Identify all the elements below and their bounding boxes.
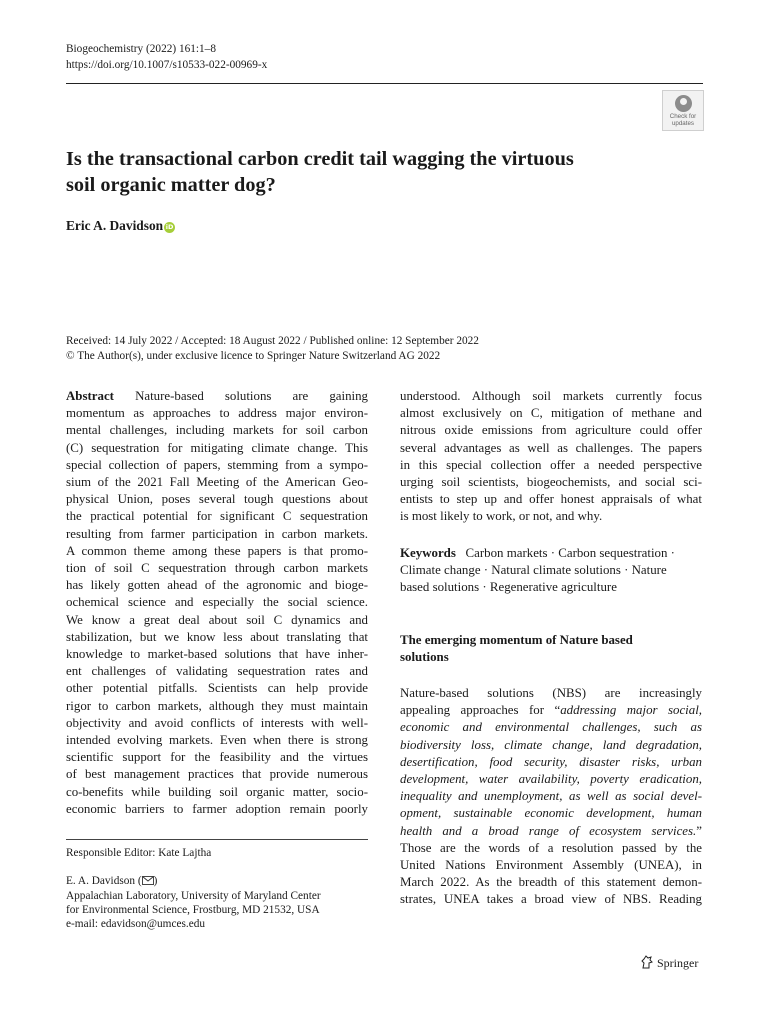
abstract-text: Nature-based solutions are gaining bbox=[135, 389, 368, 403]
quote-close: ” bbox=[696, 823, 702, 838]
bookmark-icon bbox=[675, 95, 692, 112]
keywords-line: Carbon markets · Carbon sequestration · bbox=[465, 546, 675, 560]
abstract-first-line bbox=[66, 388, 368, 405]
text-line: We know a great deal about soil C dynamics and bbox=[66, 612, 368, 627]
text-line: of best management practices that provide numerous bbox=[66, 767, 368, 782]
text-line: co-benefits while building soil organic matter, socio- bbox=[66, 784, 368, 799]
quote-line bbox=[400, 719, 702, 736]
text-line: strates, UNEA takes a broad view of NBS. Reading bbox=[400, 892, 702, 907]
keywords-block bbox=[400, 545, 702, 597]
author-close: ) bbox=[153, 875, 158, 887]
affiliation-line: for Environmental Science, Frostburg, MD 21532, USA bbox=[66, 904, 320, 916]
quote-line bbox=[400, 737, 702, 754]
text-line: is most likely to work, or not, and why. bbox=[400, 509, 603, 524]
affiliation-line: Appalachian Laboratory, University of Maryland Center bbox=[66, 890, 321, 902]
text-line: almost exclusively on C, mitigation of methane and bbox=[400, 406, 702, 421]
text-line: objectivity and avoid conflicts of interests with well- bbox=[66, 715, 368, 730]
doi-link[interactable]: https://doi.org/10.1007/s10533-022-00969-x bbox=[66, 59, 268, 71]
text-line: (C) sequestration for mitigating climate change. This bbox=[66, 440, 368, 455]
section-body bbox=[400, 685, 702, 909]
text-line: intended evolving markets. Even when there is strong bbox=[66, 733, 368, 748]
abstract-continued bbox=[400, 388, 702, 526]
quote-line bbox=[400, 823, 702, 840]
text-line: the practical potential for significant C sequestration bbox=[66, 509, 368, 524]
author-email[interactable]: e-mail: edavidson@umces.edu bbox=[66, 918, 206, 930]
author-line bbox=[66, 217, 175, 235]
springer-horse-icon bbox=[640, 955, 654, 969]
envelope-icon[interactable] bbox=[142, 876, 154, 885]
text-line: Those are the words of a resolution passed by the bbox=[400, 840, 702, 855]
text-line: special collection of papers, stemming from a sympo- bbox=[66, 457, 368, 472]
text-line: several advantages as well as challenges. The papers bbox=[400, 440, 702, 455]
quote-text: development, water availability, poverty eradication, bbox=[400, 772, 702, 787]
publication-dates: Received: 14 July 2022 / Accepted: 18 August 2022 / Published online: 12 September 2022 bbox=[66, 335, 479, 347]
title-line: soil organic matter dog? bbox=[66, 174, 276, 196]
responsible-editor: Responsible Editor: Kate Lajtha bbox=[66, 847, 212, 859]
check-for-updates-badge[interactable] bbox=[662, 90, 704, 131]
abstract-column bbox=[66, 388, 368, 818]
text-line: March 2022. As the breadth of this statement demon- bbox=[400, 875, 702, 890]
text-line bbox=[400, 702, 702, 719]
keywords-line: based solutions · Regenerative agriculture bbox=[400, 580, 617, 595]
text-line: entists to step up and offer honest appraisals of what bbox=[400, 492, 702, 507]
quote-line bbox=[400, 805, 702, 822]
text-line: economic barriers to farmer adoption remain poorly bbox=[66, 801, 368, 816]
text-line: stabilization, but we know less about translating that bbox=[66, 629, 368, 644]
quote-text: health and a broad range of ecosystem services. bbox=[400, 823, 697, 838]
keywords-line: Climate change · Natural climate solutions · Nature bbox=[400, 563, 667, 578]
author-name: E. A. Davidson ( bbox=[66, 875, 142, 887]
text-line: knowledge to market-based solutions that have inher- bbox=[66, 647, 368, 662]
footnote-rule bbox=[66, 839, 368, 840]
text-line: has likely gotten ahead of the agronomic and bioge- bbox=[66, 578, 368, 593]
quote-line bbox=[400, 788, 702, 805]
quote-text: biodiversity loss, climate change, land degradation, bbox=[400, 737, 702, 752]
copyright-notice: © The Author(s), under exclusive licence to Springer Nature Switzerland AG 2022 bbox=[66, 350, 441, 362]
check-for-updates-line1: Check for bbox=[669, 113, 697, 120]
quote-text: desertification, food security, disaster risks, urban bbox=[400, 754, 702, 769]
text-line: tion of soil C sequestration through carbon markets bbox=[66, 561, 368, 576]
text-line: rigor to carbon markets, although they must maintain bbox=[66, 698, 368, 713]
text-line: other potential pitfalls. Scientists can help provide bbox=[66, 681, 368, 696]
text-line: ochemical science and especially the social science. bbox=[66, 595, 368, 610]
quote-lead: appealing approaches for “ bbox=[400, 703, 561, 718]
text-line: in this special collection offer a needed perspective bbox=[400, 457, 702, 472]
quote-text: addressing major social, bbox=[560, 703, 702, 718]
abstract-label: Abstract bbox=[66, 389, 114, 403]
publisher-name: Springer bbox=[657, 956, 699, 970]
text-line: mental challenges, including markets for soil carbon bbox=[66, 423, 368, 438]
text-line: nitrous oxide emissions from agriculture could offer bbox=[400, 423, 702, 438]
quote-text: inequality and unemployment, as well as social devel- bbox=[400, 789, 702, 804]
corresponding-author bbox=[66, 874, 157, 889]
text-line: United Nations Environment Assembly (UNEA), in bbox=[400, 858, 702, 873]
header-rule bbox=[66, 83, 703, 84]
text-line: momentum as approaches to address major environ- bbox=[66, 406, 368, 421]
text-line: Nature-based solutions (NBS) are increasingly bbox=[400, 686, 702, 700]
section-heading bbox=[400, 632, 702, 666]
springer-logo bbox=[640, 955, 698, 971]
text-line: sium of the 2021 Fall Meeting of the American Geo- bbox=[66, 475, 368, 490]
text-line: understood. Although soil markets currently focus bbox=[400, 389, 702, 403]
quote-text: opment, sustainable economic development, human bbox=[400, 806, 702, 821]
article-title bbox=[66, 146, 666, 198]
heading-line: The emerging momentum of Nature based bbox=[400, 633, 633, 647]
quote-line bbox=[400, 754, 702, 771]
quote-text: economic and environmental challenges, such as bbox=[400, 720, 702, 735]
keywords-label: Keywords bbox=[400, 546, 456, 560]
orcid-icon[interactable]: iD bbox=[165, 223, 174, 231]
quote-line bbox=[400, 771, 702, 788]
author-name[interactable]: Eric A. Davidson bbox=[66, 218, 164, 233]
text-line: scientific support for the feasibility and the virtues bbox=[66, 750, 368, 765]
heading-line: solutions bbox=[400, 650, 449, 665]
text-line: urging soil scientists, biogeochemists, and social sci- bbox=[400, 475, 702, 490]
text-line: A common theme among these papers is that promo- bbox=[66, 543, 368, 558]
text-line: ent challenges of validating sequestration rates and bbox=[66, 664, 368, 679]
check-for-updates-line2: updates bbox=[671, 120, 695, 127]
text-line: resulting from farmer participation in carbon markets. bbox=[66, 526, 368, 541]
text-line: physical Union, poses several tough questions about bbox=[66, 492, 368, 507]
title-line: Is the transactional carbon credit tail wagging the virtuous bbox=[66, 148, 574, 170]
journal-citation: Biogeochemistry (2022) 161:1–8 bbox=[66, 43, 216, 55]
